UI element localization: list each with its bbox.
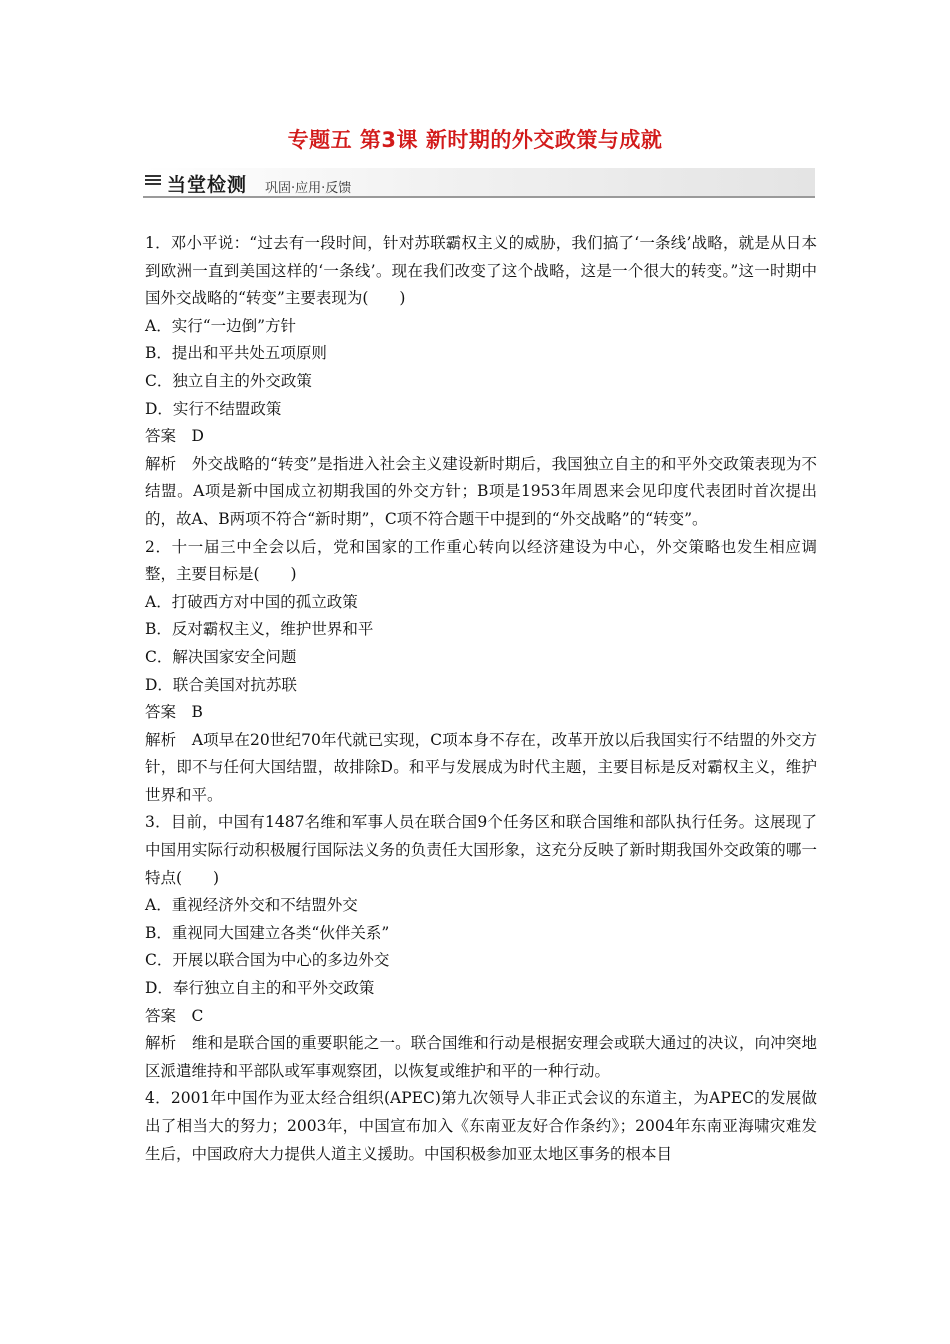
option-c: C．开展以联合国为中心的多边外交: [145, 951, 390, 970]
banner-divider: [143, 196, 815, 198]
question-list: [145, 230, 817, 1168]
question-stem: 4．2001年中国作为亚太经合组织(APEC)第九次领导人非正式会议的东道主，为APEC的发展做出了相当大的努力；2003年，中国宣布加入《东南亚友好合作条约》；2004年东南亚海啸灾难发生后，中国政府大力提供人道主义援助。中国积极参加亚太地区事务的根本目: [145, 1089, 817, 1163]
option-d: D．奉行独立自主的和平外交政策: [145, 979, 375, 998]
option-d: D．联合美国对抗苏联: [145, 675, 297, 694]
option-b: B．反对霸权主义，维护世界和平: [145, 620, 374, 639]
option-d: D．实行不结盟政策: [145, 399, 282, 418]
answer: 答案 C: [145, 1006, 204, 1025]
question-stem: 3．目前，中国有1487名维和军事人员在联合国9个任务区和联合国维和部队执行任务。这展现了中国用实际行动积极履行国际法义务的负责任大国形象，这充分反映了新时期我国外交政策的哪一特点( ): [145, 813, 817, 887]
page-title: 专题五 第3课 新时期的外交政策与成就: [287, 128, 663, 152]
option-a: A．打破西方对中国的孤立政策: [145, 592, 358, 611]
option-b: B．提出和平共处五项原则: [145, 344, 327, 363]
section-banner: [143, 168, 815, 198]
option-a: A．重视经济外交和不结盟外交: [145, 896, 358, 915]
analysis: 解析 维和是联合国的重要职能之一。联合国维和行动是根据安理会或联大通过的决议，向冲突地区派遣维持和平部队或军事观察团，以恢复或维护和平的一种行动。: [145, 1034, 817, 1080]
question-stem: 1．邓小平说：“过去有一段时间，针对苏联霸权主义的威胁，我们搞了‘一条线’战略，就是从日本到欧洲一直到美国这样的‘一条线’。现在我们改变了这个战略，这是一个很大的转变。”这一时期中国外交战略的“转变”主要表现为( ): [145, 234, 817, 308]
option-a: A．实行“一边倒”方针: [145, 316, 297, 335]
banner-title: 当堂检测: [167, 174, 248, 196]
option-b: B．重视同大国建立各类“伙伴关系”: [145, 923, 390, 942]
analysis: 解析 A项早在20世纪70年代就已实现，C项本身不存在，改革开放以后我国实行不结盟的外交方针，即不与任何大国结盟，故排除D。和平与发展成为时代主题，主要目标是反对霸权主义，维护世界和平。: [145, 730, 817, 804]
banner-lines-icon: [145, 175, 161, 190]
option-c: C．解决国家安全问题: [145, 647, 297, 666]
answer: 答案 B: [145, 703, 203, 722]
option-c: C．独立自主的外交政策: [145, 371, 312, 390]
question-stem: 2．十一届三中全会以后，党和国家的工作重心转向以经济建设为中心，外交策略也发生相应调整，主要目标是( ): [145, 537, 817, 584]
analysis: 解析 外交战略的“转变”是指进入社会主义建设新时期后，我国独立自主的和平外交政策表现为不结盟。A项是新中国成立初期我国的外交方针；B项是1953年周恩来会见印度代表团时首次提出的，故A、B两项不符合“新时期”，C项不符合题干中提到的“外交战略”的“转变”。: [145, 454, 817, 528]
answer: 答案 D: [145, 427, 204, 446]
banner-subtitle: 巩固·应用·反馈: [265, 181, 352, 196]
